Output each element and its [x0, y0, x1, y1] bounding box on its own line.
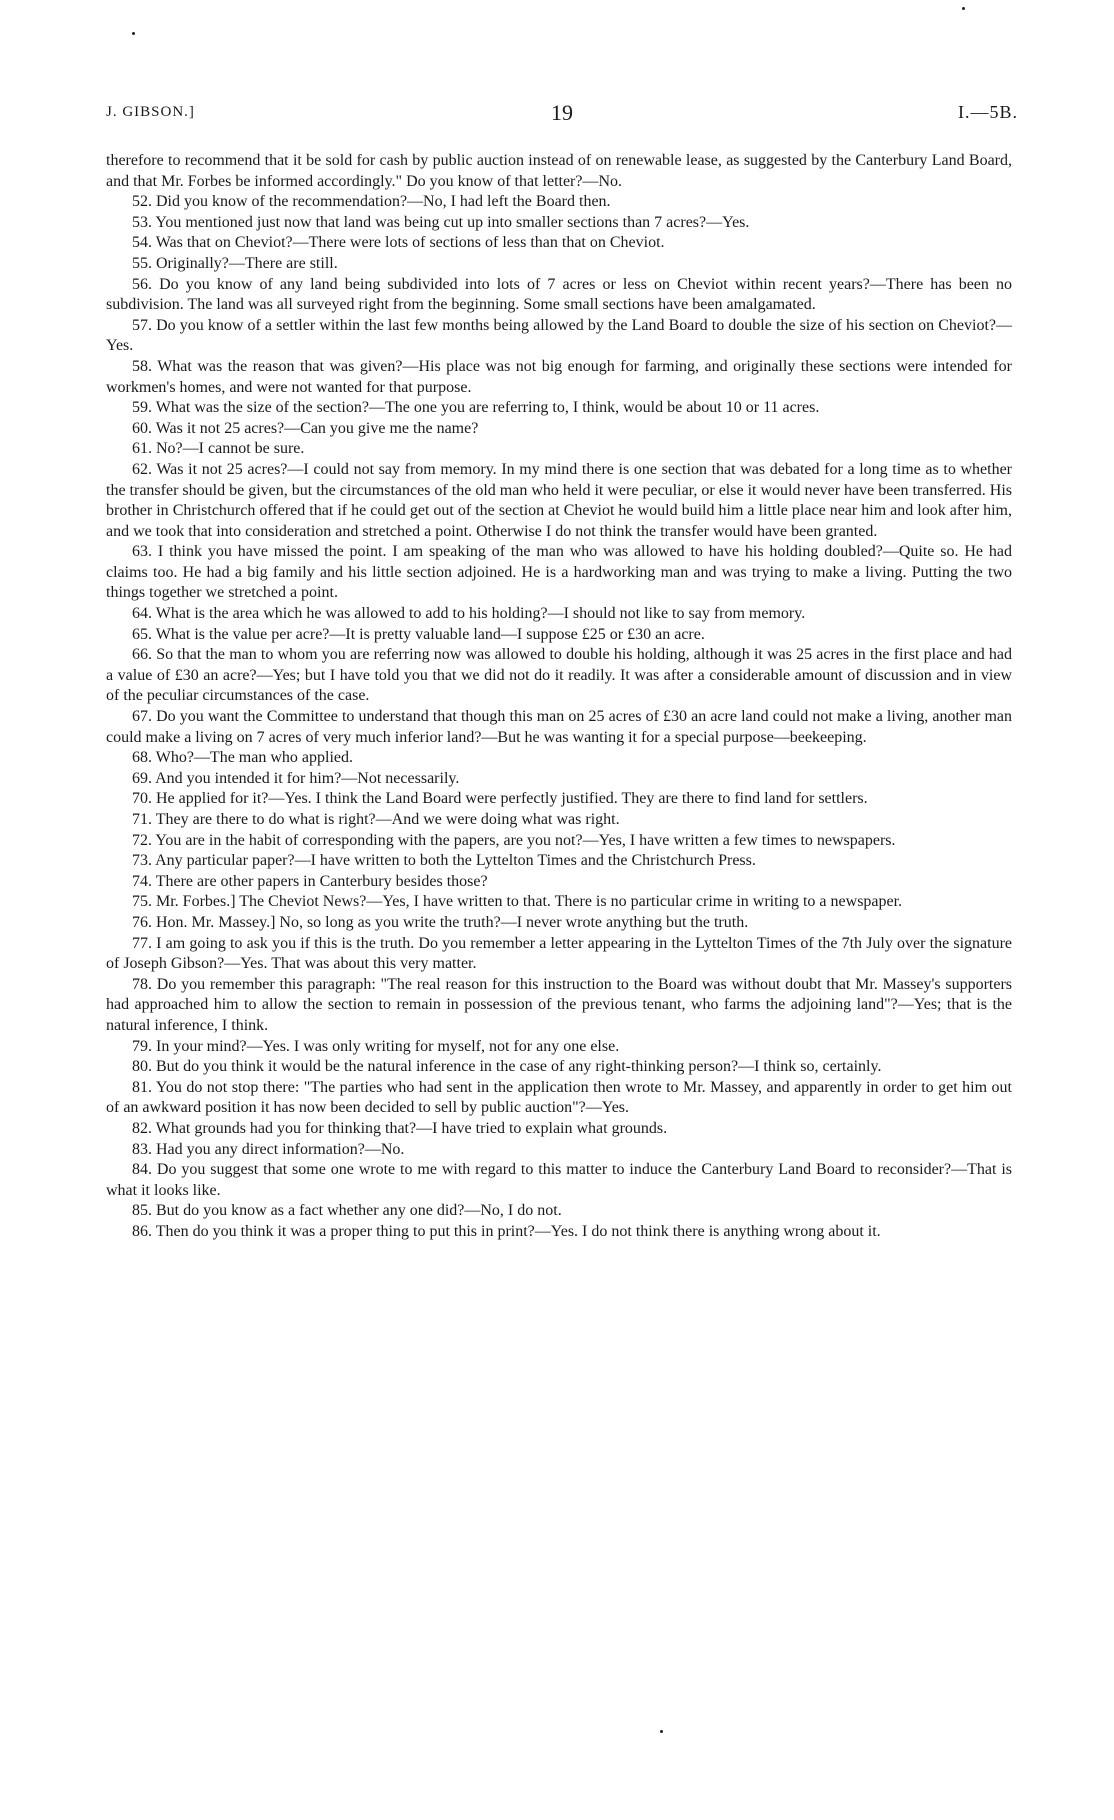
page-number: 19 [551, 100, 573, 125]
qa-paragraph: 53. You mentioned just now that land was being cut up into smaller sections than 7 acres?—Yes. [132, 213, 750, 231]
qa-paragraph: 67. Do you want the Committee to understand that though this man on 25 acres of £30 an acre land could not make a living, another man could make a living on 7 acres of very much inferior land?—But he was wanting it for a special purpose—beekeeping. [106, 708, 1012, 746]
qa-paragraph: 66. So that the man to whom you are referring now was allowed to double his holding, although it was 25 acres in the first place and had a value of £30 an acre?—Yes; but I have told you that we did not do it readily. It was after a considerable amount of discussion and in view of the peculiar circumstances of the case. [106, 646, 1012, 705]
qa-paragraph: 71. They are there to do what is right?—And we were doing what was right. [132, 811, 620, 828]
qa-paragraph: 86. Then do you think it was a proper thing to put this in print?—Yes. I do not think there is anything wrong about it. [132, 1222, 881, 1240]
qa-paragraph: 62. Was it not 25 acres?—I could not say from memory. In my mind there is one section that was debated for a long time as to whether the transfer should be given, but the circumstances of the old man who held it were peculiar, or else it would never have been transferred. His brother in Christchurch offered that if he could get out of the section at Cheviot he would build him a little place near him and look after him, and we took that into consideration and stretched a point. Otherwise I do not think the transfer would have been granted. [106, 460, 1012, 540]
qa-paragraph: 56. Do you know of any land being subdivided into lots of 7 acres or less on Cheviot within recent years?—There has been no subdivision. The land was all surveyed right from the beginning. Some small sections have been amalgamated. [106, 275, 1012, 314]
qa-paragraph: 69. And you intended it for him?—Not necessarily. [132, 769, 460, 787]
qa-paragraph: 80. But do you think it would be the natural inference in the case of any right-thinking person?—I think so, certainly. [132, 1058, 882, 1076]
header-witness-name: J. GIBSON.] [106, 104, 195, 120]
qa-paragraph: 58. What was the reason that was given?—His place was not big enough for farming, and originally these sections were intended for workmen's homes, and were not wanted for that purpose. [106, 357, 1012, 396]
qa-paragraph: 73. Any particular paper?—I have written to both the Lyttelton Times and the Christchurch Press. [132, 852, 756, 870]
paper-reference: I.—5B. [958, 102, 1018, 122]
qa-paragraph: 55. Originally?—There are still. [132, 254, 338, 272]
qa-paragraph: 68. Who?—The man who applied. [132, 749, 353, 767]
qa-paragraph: 52. Did you know of the recommendation?—No, I had left the Board then. [132, 193, 611, 211]
qa-paragraph: 82. What grounds had you for thinking that?—I have tried to explain what grounds. [132, 1119, 668, 1137]
qa-paragraph: 72. You are in the habit of corresponding with the papers, are you not?—Yes, I have written a few times to newspapers. [132, 831, 896, 849]
qa-paragraph: 59. What was the size of the section?—The one you are referring to, I think, would be about 10 or 11 acres. [132, 399, 820, 417]
qa-paragraph: 60. Was it not 25 acres?—Can you give me the name? [132, 419, 479, 437]
qa-paragraph: 83. Had you any direct information?—No. [132, 1140, 405, 1158]
qa-paragraph: 63. I think you have missed the point. I am speaking of the man who was allowed to have his holding doubled?—Quite so. He had claims too. He had a big family and his little section adjoined. He is a hardworking man and was trying to make a living. Putting the two things together we stretched a point. [106, 543, 1012, 602]
page-header [106, 100, 1018, 130]
qa-paragraph: 65. What is the value per acre?—It is pretty valuable land—I suppose £25 or £30 an acre. [132, 625, 705, 643]
qa-paragraph: 77. I am going to ask you if this is the truth. Do you remember a letter appearing in the Lyttelton Times of the 7th July over the signature of Joseph Gibson?—Yes. That was about this very matter. [106, 934, 1012, 973]
qa-paragraph: 84. Do you suggest that some one wrote to me with regard to this matter to induce the Canterbury Land Board to reconsider?—That is what it looks like. [106, 1161, 1012, 1199]
qa-paragraph: 75. Mr. Forbes.] The Cheviot News?—Yes, I have written to that. There is no particular crime in writing to a newspaper. [132, 893, 903, 911]
qa-paragraph: 76. Hon. Mr. Massey.] No, so long as you write the truth?—I never wrote anything but the truth. [132, 913, 749, 931]
qa-paragraph: 74. There are other papers in Canterbury besides those? [132, 872, 488, 890]
qa-paragraph: 57. Do you know of a settler within the last few months being allowed by the Land Board to double the size of his section on Cheviot?—Yes. [106, 316, 1012, 355]
qa-paragraph: 70. He applied for it?—Yes. I think the Land Board were perfectly justified. They are there to find land for settlers. [132, 790, 868, 808]
qa-paragraph: 78. Do you remember this paragraph: "The real reason for this instruction to the Board was without doubt that Mr. Massey's supporters had approached him to allow the section to remain in possession of the previous tenant, who farms the adjoining land"?—Yes; that is the natural inference, I think. [106, 975, 1012, 1034]
print-speck [660, 1730, 663, 1733]
qa-paragraph: 81. You do not stop there: "The parties who had sent in the application then wrote to Mr. Massey, and apparently in order to get him out of an awkward position it has now been decided to sell by public auction"?—Yes. [106, 1078, 1012, 1117]
print-speck [962, 7, 965, 10]
minutes-of-evidence [106, 151, 1012, 1242]
qa-paragraph: 54. Was that on Cheviot?—There were lots of sections of less than that on Cheviot. [132, 234, 665, 252]
qa-paragraph: 79. In your mind?—Yes. I was only writing for myself, not for any one else. [132, 1037, 620, 1055]
qa-paragraph: 61. No?—I cannot be sure. [132, 440, 305, 458]
print-speck [132, 32, 135, 35]
qa-paragraph: 85. But do you know as a fact whether any one did?—No, I do not. [132, 1202, 562, 1220]
intro-paragraph: therefore to recommend that it be sold for cash by public auction instead of on renewable lease, as suggested by the Canterbury Land Board, and that Mr. Forbes be informed accordingly." Do you know of that letter?—No. [106, 152, 1012, 190]
qa-paragraph: 64. What is the area which he was allowed to add to his holding?—I should not like to say from memory. [132, 605, 806, 623]
